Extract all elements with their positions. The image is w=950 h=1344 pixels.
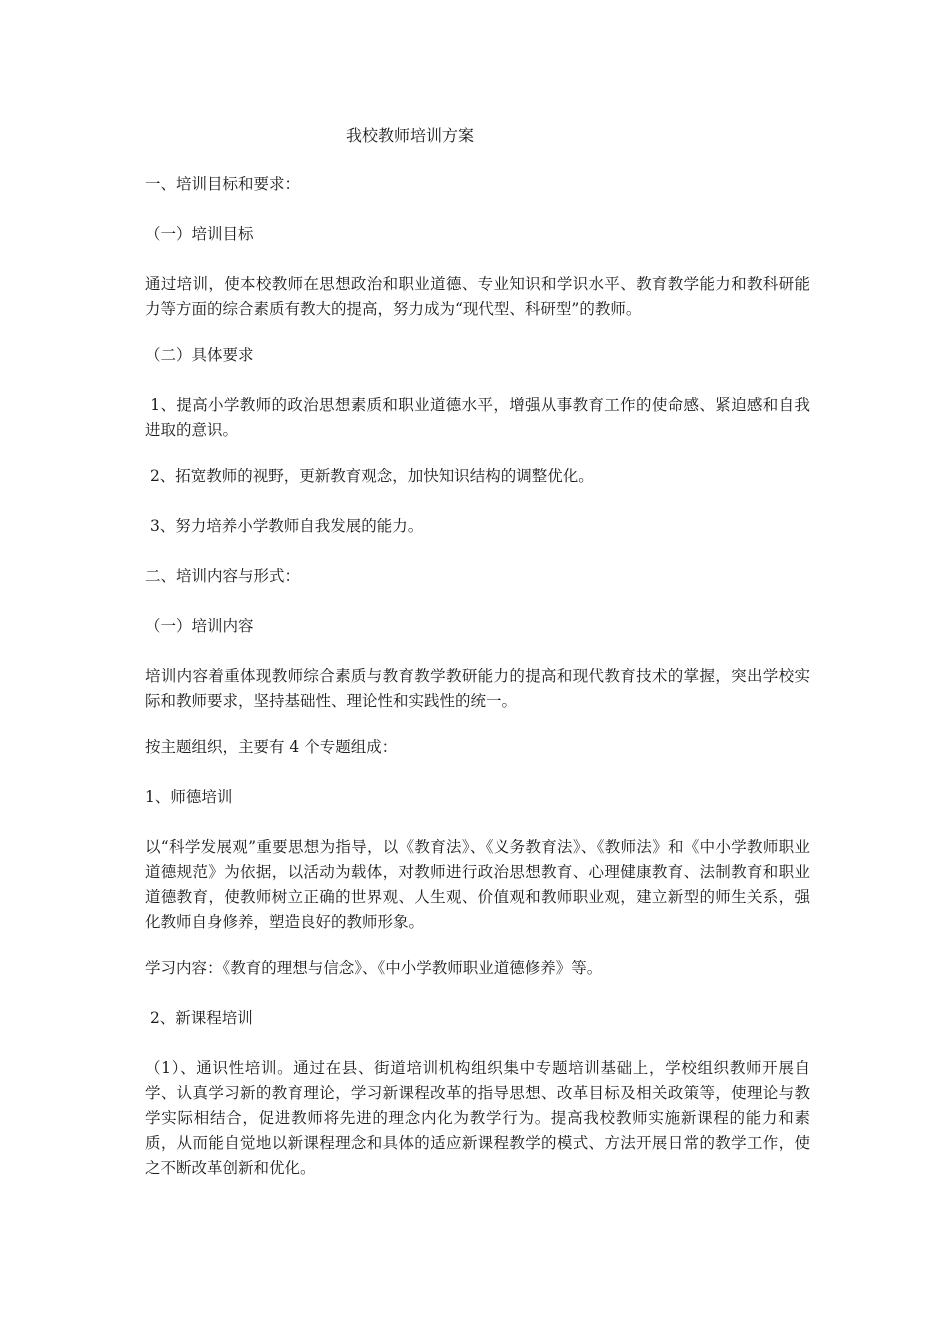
document-body xyxy=(145,172,810,1202)
paragraph-ethics-text: 以“科学发展观”重要思想为指导，以《教育法》、《义务教育法》、《教师法》和《中小学教师职业道德规范》为依据，以活动为载体，对教师进行政治思想教育、心理健康教育、法制教育和职业道德教育，使教师树立正确的世界观、人生观、价值观和教师职业观，建立新型的师生关系，强化教师自身修养，塑造良好的教师形象。 xyxy=(145,838,810,931)
paragraph-topics-intro: 按主题组织，主要有 4 个专题组成： xyxy=(145,738,398,756)
document-title: 我校教师培训方案 xyxy=(346,126,475,145)
paragraph-goal-text: 通过培训，使本校教师在思想政治和职业道德、专业知识和学识水平、教育教学能力和教科研能力等方面的综合素质有教大的提高，努力成为“现代型、科研型”的教师。 xyxy=(145,275,810,318)
paragraph-study-content: 学习内容：《教育的理想与信念》、《中小学教师职业道德修养》等。 xyxy=(145,959,603,977)
subsection-heading-content: （一）培训内容 xyxy=(145,617,254,635)
list-item-requirement-2: 2、拓宽教师的视野，更新教育观念，加快知识结构的调整优化。 xyxy=(145,467,594,485)
list-item-requirement-3: 3、努力培养小学教师自我发展的能力。 xyxy=(145,517,424,535)
section-heading-content: 二、培训内容与形式： xyxy=(145,567,301,585)
paragraph-content-text: 培训内容着重体现教师综合素质与教育教学教研能力的提高和现代教育技术的掌握，突出学校实际和教师要求，坚持基础性、理论性和实践性的统一。 xyxy=(145,667,810,710)
subsection-heading-requirements: （二）具体要求 xyxy=(145,346,254,364)
topic-heading-new-curriculum: 2、新课程培训 xyxy=(145,1009,253,1027)
paragraph-general-training: （1）、通识性培训。通过在县、街道培训机构组织集中专题培训基础上，学校组织教师开展自学、认真学习新的教育理论，学习新课程改革的指导思想、改革目标及相关政策等，使理论与教学实际相结合，促进教师将先进的理念内化为教学行为。提高我校教师实施新课程的能力和素质，从而能自觉地以新课程理念和具体的适应新课程教学的模式、方法开展日常的教学工作，使之不断改革创新和优化。 xyxy=(145,1059,810,1177)
section-heading-goals: 一、培训目标和要求： xyxy=(145,175,301,193)
topic-heading-ethics: 1、师德培训 xyxy=(145,788,233,806)
list-item-requirement-1: 1、提高小学教师的政治思想素质和职业道德水平，增强从事教育工作的使命感、紧迫感和自我进取的意识。 xyxy=(145,396,810,439)
subsection-heading-goal: （一）培训目标 xyxy=(145,225,254,243)
